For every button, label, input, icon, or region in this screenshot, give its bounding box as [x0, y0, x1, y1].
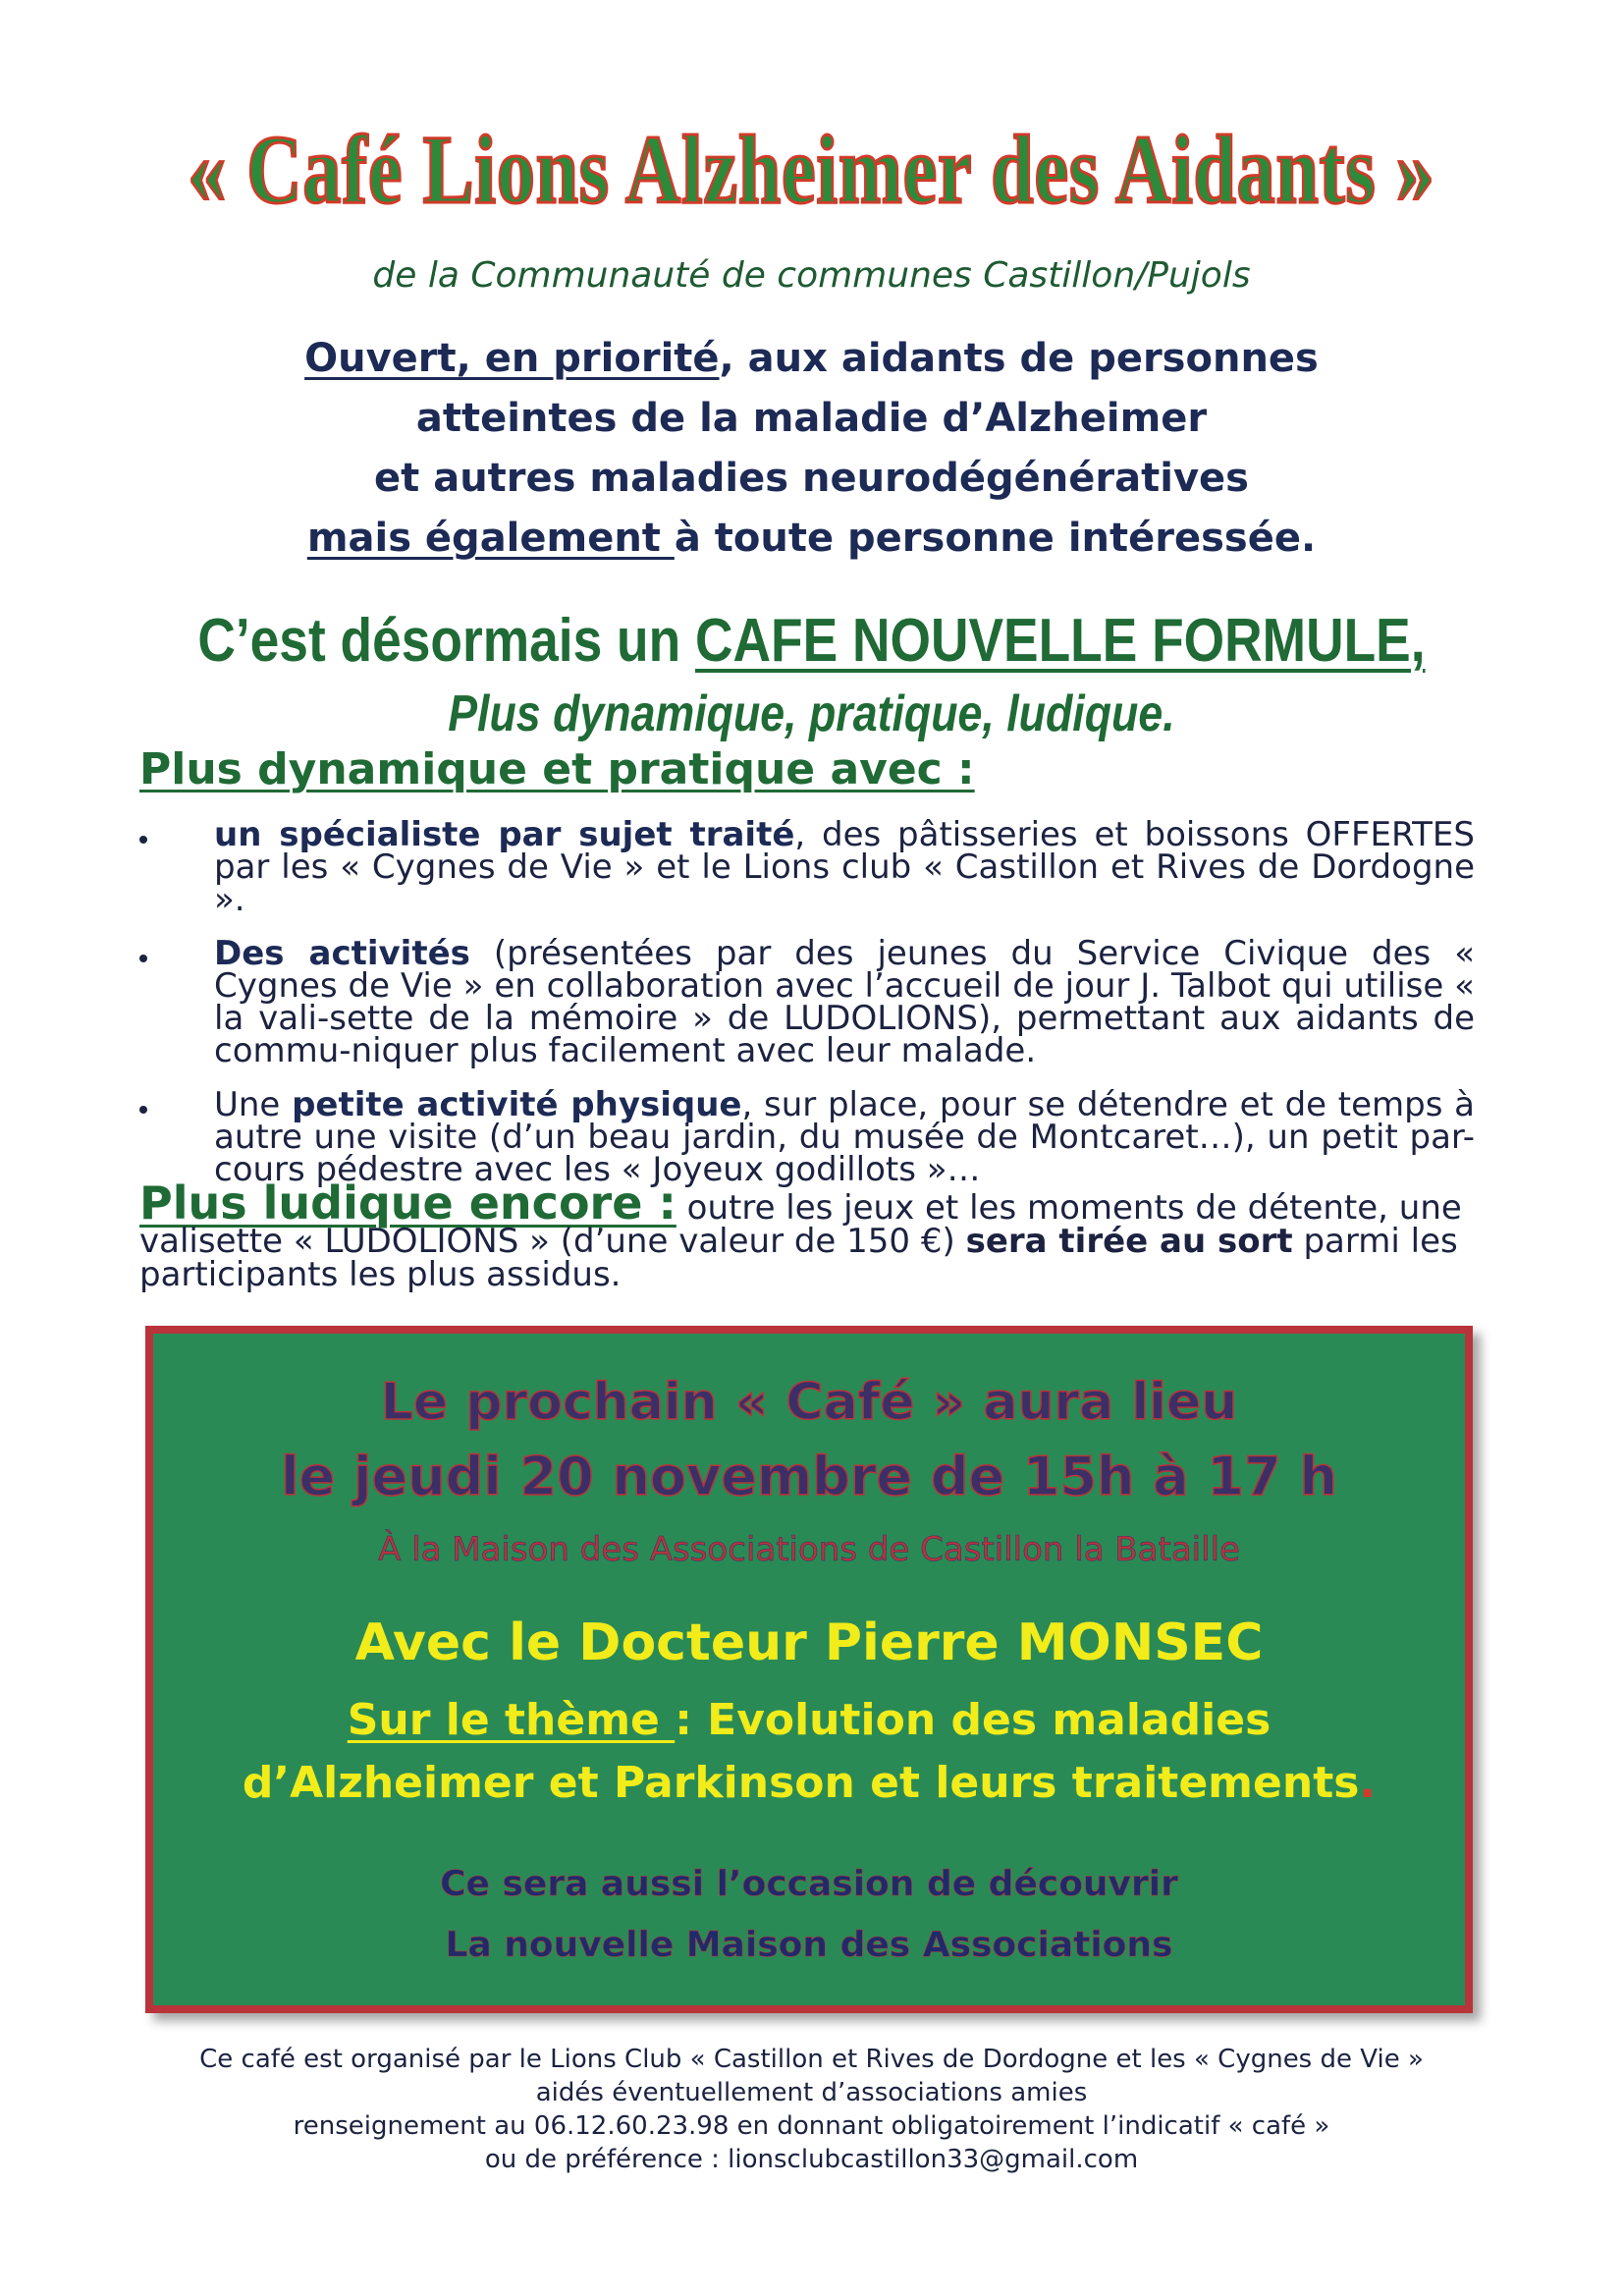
footer-line-4: ou de préférence : lionsclubcastillon33@gmail.com — [484, 2145, 1139, 2174]
ludique-text-1: outre les jeux et les moments de détente, une valisette « LUDOLIONS » (d’une valeur de 150 €) — [139, 1188, 1462, 1261]
intro-priority-underlined: Ouvert, en priorité — [304, 336, 720, 381]
intro-line-1-rest: , aux aidants de personnes — [719, 336, 1319, 381]
ludique-section-heading: Plus ludique encore : — [139, 1176, 676, 1230]
event-theme-text: : Evolution des maladies — [675, 1695, 1271, 1745]
event-theme — [153, 1689, 1465, 1815]
event-theme-end: . — [1359, 1758, 1377, 1808]
event-theme-line-1 — [153, 1689, 1465, 1752]
event-discover-line-1: Ce sera aussi l’occasion de découvrir — [440, 1864, 1178, 1904]
event-theme-text-2: d’Alzheimer et Parkinson et leurs traitements — [242, 1758, 1360, 1808]
event-theme-line-2 — [153, 1752, 1465, 1815]
bullet-bold: Des activités — [214, 934, 470, 973]
footer — [0, 2043, 1623, 2176]
bullet-text: , des pâtisseries et boissons OFFERTES par les « Cygnes de Vie » et le Lions club « Castillon et Rives de Dordogne ». — [214, 815, 1475, 919]
bullet-dot-icon — [139, 1106, 147, 1114]
bullet-dot-icon — [139, 955, 147, 962]
intro-line-1 — [0, 329, 1623, 389]
list-item — [139, 1085, 1475, 1189]
bullet-dot-icon — [139, 836, 147, 844]
intro-paragraph — [0, 329, 1623, 569]
list-item — [139, 815, 1475, 919]
event-discover-line-2: La nouvelle Maison des Associations — [445, 1925, 1173, 1965]
event-theme-label: Sur le thème — [347, 1695, 676, 1745]
event-date: le jeudi 20 novembre de 15h à 17 h — [281, 1446, 1337, 1507]
bullet-bold: un spécialiste par sujet traité — [214, 815, 795, 854]
formula-heading — [114, 606, 1510, 676]
list-item — [139, 934, 1476, 1070]
event-speaker: Avec le Docteur Pierre MONSEC — [354, 1613, 1264, 1672]
footer-line-1: Ce café est organisé par le Lions Club « Castillon et Rives de Dordogne et les « Cygnes de Vie » — [199, 2045, 1424, 2074]
bullet-prefix: Une — [214, 1085, 293, 1124]
formula-heading-underlined: CAFE NOUVELLE FORMULE, — [695, 607, 1426, 675]
dynamic-section-heading: Plus dynamique et pratique avec : — [139, 744, 975, 794]
intro-line-3: et autres maladies neurodégénératives — [374, 456, 1249, 501]
footer-line-3: renseignement au 06.12.60.23.98 en donnant obligatoirement l’indicatif « café » — [293, 2111, 1330, 2141]
intro-line-4 — [0, 509, 1623, 569]
page-subtitle: de la Communauté de communes Castillon/Pujols — [372, 255, 1251, 296]
bullet-text: (présentées par des jeunes du Service Civique des « Cygnes de Vie » en collaboration avec l’accueil de jour J. Talbot qui utilise « la vali-sette de la mémoire » de LUDOLIONS), permettant aux aidants de commu-niquer plus facilement avec leur malade. — [214, 934, 1476, 1070]
page-title: « Café Lions Alzheimer des Aidants » — [188, 115, 1435, 224]
event-discover — [153, 1854, 1465, 1976]
intro-also-underlined: mais également — [306, 516, 675, 561]
intro-line-2: atteintes de la maladie d’Alzheimer — [415, 396, 1208, 441]
event-box — [145, 1326, 1473, 2013]
formula-tagline: Plus dynamique, pratique, ludique. — [448, 685, 1175, 742]
ludique-paragraph — [139, 1176, 1475, 1294]
event-announcement: Le prochain « Café » aura lieu — [380, 1373, 1238, 1432]
ludique-text-2: parmi les participants les plus assidus. — [139, 1222, 1458, 1294]
dynamic-bullet-list — [139, 815, 1476, 1208]
ludique-bold: sera tirée au sort — [965, 1222, 1293, 1261]
intro-line-4-rest: à toute personne intéressée. — [674, 516, 1317, 561]
footer-line-2: aidés éventuellement d’associations amies — [535, 2078, 1088, 2107]
bullet-text: , sur place, pour se détendre et de temps à autre une visite (d’un beau jardin, du musée de Montcaret…), un petit par-cours pédestre avec les « Joyeux godillots »… — [214, 1085, 1475, 1189]
bullet-bold: petite activité physique — [292, 1085, 742, 1124]
event-place: À la Maison des Associations de Castillon la Bataille — [378, 1530, 1240, 1569]
formula-heading-prefix: C’est désormais un — [197, 607, 696, 675]
